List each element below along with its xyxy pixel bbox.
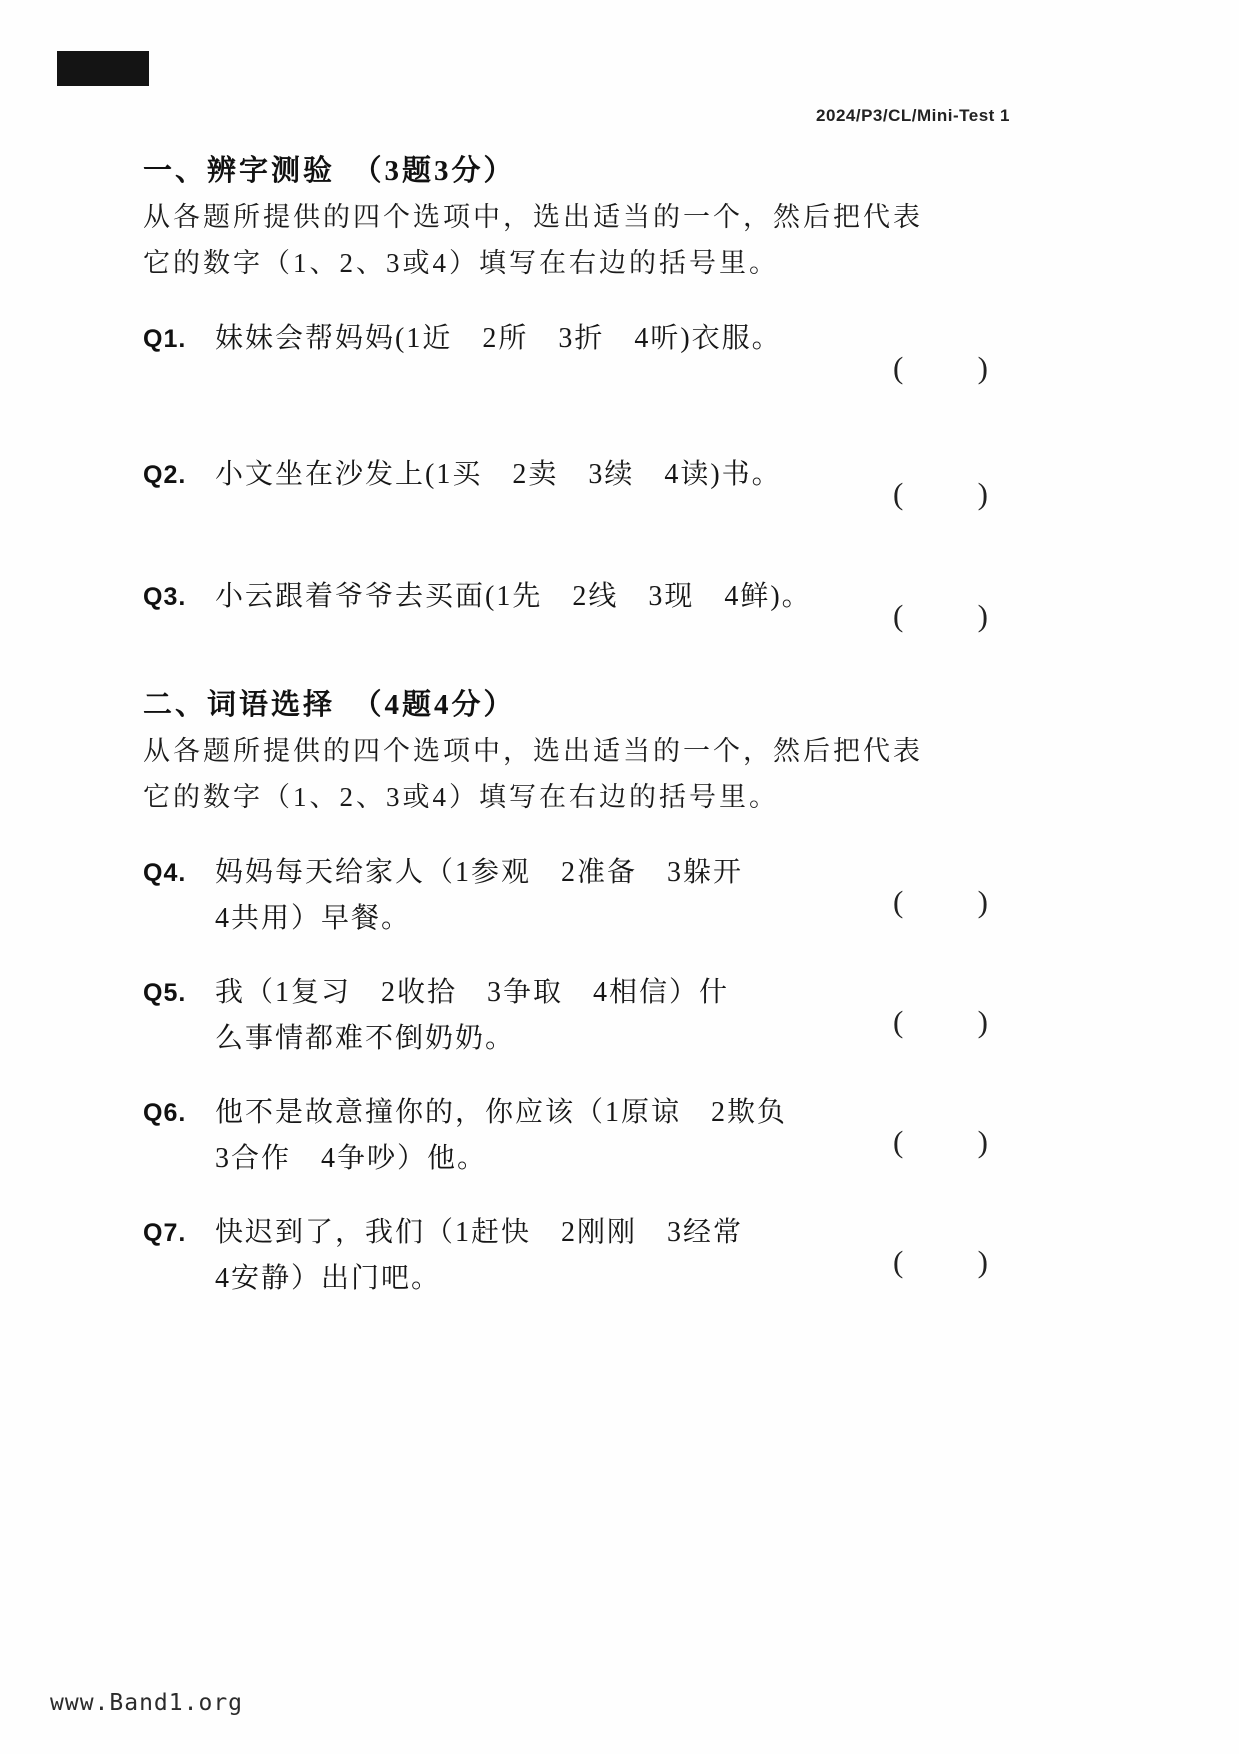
answer-bracket-q7 [893,1244,988,1280]
answer-bracket-q1 [893,350,988,386]
answer-bracket-q5-close: ) [977,1004,988,1039]
answer-bracket-q6-close: ) [977,1124,988,1159]
answer-bracket-q7-close: ) [977,1244,988,1279]
question-q7-text-line1: 快迟到了，我们（1赶快 2刚刚 3经常 [215,1217,744,1248]
answer-bracket-q3-open: ( [893,598,904,633]
answer-bracket-q2-open: ( [893,476,904,511]
answer-bracket-q4 [893,884,988,920]
redaction-box [57,51,149,86]
answer-bracket-q1-close: ) [977,350,988,385]
question-q1 [143,316,963,362]
question-q4-text-line2: 4共用）早餐。 [215,903,412,934]
answer-bracket-q1-open: ( [893,350,904,385]
question-q6 [143,1090,963,1182]
question-q5 [143,970,963,1062]
question-q6-text-line2: 3合作 4争吵）他。 [215,1143,488,1174]
answer-bracket-q4-close: ) [977,884,988,919]
question-q2-text: 小文坐在沙发上(1买 2卖 3续 4读)书。 [215,459,782,490]
section1-instructions-line1: 从各题所提供的四个选项中，选出适当的一个，然后把代表 [143,202,923,232]
section1-instructions-line2: 它的数字（1、2、3或4）填写在右边的括号里。 [143,248,779,278]
question-q5-text-line2: 么事情都难不倒奶奶。 [215,1023,516,1054]
question-q6-text-line1: 他不是故意撞你的，你应该（1原谅 2欺负 [215,1097,788,1128]
answer-bracket-q7-open: ( [893,1244,904,1279]
question-q3 [143,574,963,620]
answer-bracket-q3-close: ) [977,598,988,633]
answer-bracket-q4-open: ( [893,884,904,919]
question-q1-text: 妹妹会帮妈妈(1近 2所 3折 4听)衣服。 [215,323,782,354]
question-q5-text-line1: 我（1复习 2收拾 3争取 4相信）什 [215,977,730,1008]
question-q3-text: 小云跟着爷爷去买面(1先 2线 3现 4鲜)。 [215,581,812,612]
answer-bracket-q6 [893,1124,988,1160]
question-q5-label: Q5. [143,979,187,1007]
answer-bracket-q2 [893,476,988,512]
question-q4-label: Q4. [143,859,187,887]
question-q3-label: Q3. [143,583,187,611]
section2-instructions [143,728,1023,820]
question-q4 [143,850,963,942]
answer-bracket-q3 [893,598,988,634]
section1-title: 一、辨字测验 （3题3分） [143,155,516,187]
question-q1-label: Q1. [143,325,187,353]
answer-bracket-q2-close: ) [977,476,988,511]
answer-bracket-q6-open: ( [893,1124,904,1159]
section2-instructions-line2: 它的数字（1、2、3或4）填写在右边的括号里。 [143,782,779,812]
watermark-url: www.Band1.org [50,1690,244,1716]
question-q2 [143,452,963,498]
answer-bracket-q5-open: ( [893,1004,904,1039]
question-q7-label: Q7. [143,1219,187,1247]
question-q6-label: Q6. [143,1099,187,1127]
question-q2-label: Q2. [143,461,187,489]
section1-instructions [143,194,1023,286]
question-q7 [143,1210,963,1302]
question-q7-text-line2: 4安静）出门吧。 [215,1263,442,1294]
answer-bracket-q5 [893,1004,988,1040]
section2-title: 二、词语选择 （4题4分） [143,689,516,721]
section2-instructions-line1: 从各题所提供的四个选项中，选出适当的一个，然后把代表 [143,736,923,766]
document-reference: 2024/P3/CL/Mini-Test 1 [816,106,1010,125]
question-q4-text-line1: 妈妈每天给家人（1参观 2准备 3躲开 [215,857,744,888]
